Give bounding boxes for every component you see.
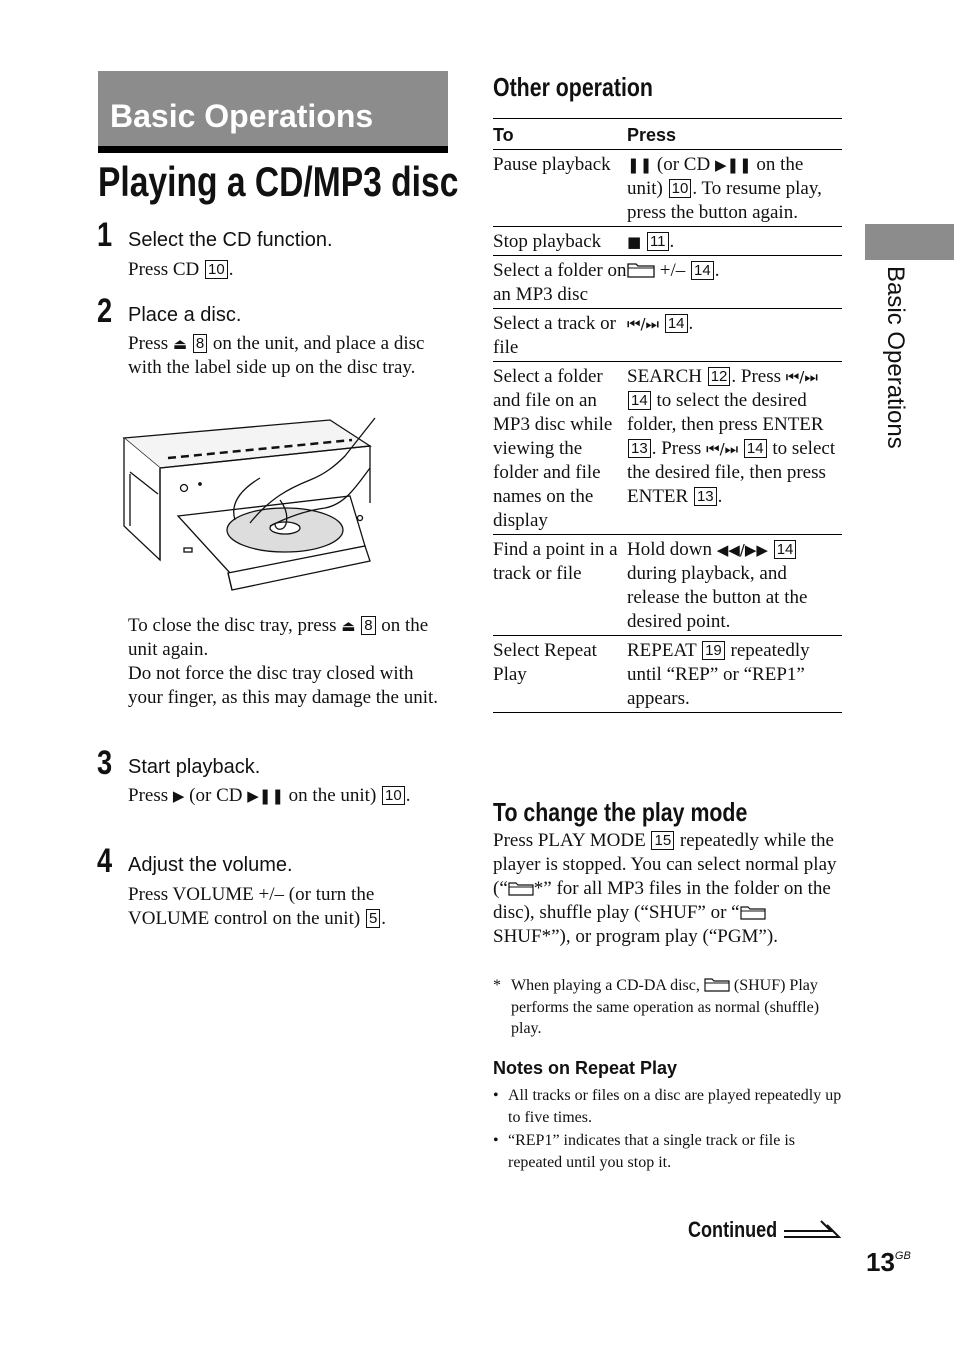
table-row xyxy=(493,362,842,535)
page-number: $13^{GB}$ xyxy=(866,1247,911,1277)
cell-to: Select a folder on an MP3 disc xyxy=(493,256,627,309)
key-label: 8 xyxy=(193,334,207,353)
key-label: 14 xyxy=(691,261,714,280)
key-label: 8 xyxy=(361,616,375,635)
play-pause-icon: ▶❚❚ xyxy=(714,156,752,174)
key-label: 15 xyxy=(651,831,674,850)
cell-to: Select a folder and file on an MP3 disc while viewing the folder and file names on the display xyxy=(493,362,627,535)
cell-to: Select a track or file xyxy=(493,309,627,362)
repeat-notes-list xyxy=(493,1085,843,1175)
side-tab-label: Basic Operations xyxy=(882,266,909,449)
table-header-row xyxy=(493,119,842,150)
cell-press: SEARCH 12 . Press ⏮/⏭ 14 to select the desired folder, then press ENTER 13 . Press ⏮/⏭ 14 to select the desired file, then press ENTER 13 . xyxy=(627,362,842,535)
play-pause-icon: ▶❚❚ xyxy=(247,787,284,805)
cell-press: ⏮/⏭ 14 . xyxy=(627,309,842,362)
list-item: • “REP1” indicates that a single track or file is repeated until you stop it. xyxy=(493,1132,796,1171)
rewind-forward-icon: ◀◀/▶▶ xyxy=(716,541,768,559)
key-label: 10 xyxy=(382,786,405,805)
cell-to: Pause playback xyxy=(493,150,627,227)
other-operation-heading: Other operation xyxy=(493,72,653,102)
key-label: 19 xyxy=(702,641,725,660)
key-label: 14 xyxy=(628,391,651,410)
prev-next-icon: ⏮/⏭ xyxy=(706,440,739,458)
play-mode-heading: To change the play mode xyxy=(493,797,748,827)
key-label: 11 xyxy=(647,232,669,251)
table-row xyxy=(493,636,842,713)
table-row xyxy=(493,535,842,636)
stop-icon: ■ xyxy=(627,233,642,251)
cell-press: ■ 11 . xyxy=(627,227,842,256)
section-title: Basic Operations xyxy=(110,98,374,134)
folder-icon xyxy=(704,976,730,992)
folder-icon xyxy=(627,261,655,278)
bullet-icon: • xyxy=(493,1132,499,1149)
pause-icon: ❚❚ xyxy=(627,156,653,174)
key-label: 14 xyxy=(774,540,797,559)
continued-arrow-icon xyxy=(783,1219,841,1241)
section-banner-rule xyxy=(98,146,448,153)
cell-press: ❚❚ (or CD ▶❚❚ on the unit) 10 . To resume play, press the button again. xyxy=(627,150,842,227)
list-item: • All tracks or files on a disc are played repeatedly up to five times. xyxy=(493,1087,842,1126)
key-label: 5 xyxy=(366,909,380,928)
key-label: 14 xyxy=(665,314,688,333)
cell-to: Select Repeat Play xyxy=(493,636,627,713)
cell-to: Stop playback xyxy=(493,227,627,256)
key-label: 13 xyxy=(628,439,651,458)
cell-press: +/– 14 . xyxy=(627,256,842,309)
bullet-icon: • xyxy=(493,1087,499,1104)
step-1-title: Select the CD function. xyxy=(128,229,333,251)
folder-icon xyxy=(740,904,766,920)
table-row xyxy=(493,309,842,362)
column-header-press: Press xyxy=(627,119,842,150)
eject-icon: ⏏ xyxy=(172,335,188,353)
table-row xyxy=(493,227,842,256)
cell-press: REPEAT 19 repeatedly until “REP” or “REP1” appears. xyxy=(627,636,842,713)
step-4-title: Adjust the volume. xyxy=(128,854,293,876)
prev-next-icon: ⏮/⏭ xyxy=(785,368,818,386)
play-mode-footnote: * When playing a CD-DA disc, (SHUF) Play performs the same operation as normal (shuffle) play. xyxy=(493,977,820,1037)
key-label: 13 xyxy=(694,487,717,506)
step-2-warning: Do not force the disc tray closed with your finger, as this may damage the unit. xyxy=(128,663,439,708)
step-4-number: 4 xyxy=(97,842,113,880)
step-3-body: Press ▶ (or CD ▶❚❚ on the unit) 10 . xyxy=(128,785,411,806)
step-2-number: 2 xyxy=(97,292,113,330)
step-3-number: 3 xyxy=(97,744,113,782)
repeat-notes-heading: Notes on Repeat Play xyxy=(493,1058,678,1078)
step-2-close-instructions: To close the disc tray, press ⏏ 8 on the unit again. Do not force the disc tray closed with your finger, as this may damage the unit. xyxy=(128,614,448,710)
key-label: 10 xyxy=(669,179,692,198)
cell-press: Hold down ◀◀/▶▶ 14 during playback, and release the button at the desired point. xyxy=(627,535,842,636)
key-label: 14 xyxy=(744,439,767,458)
step-2-body: Press ⏏ 8 on the unit, and place a disc with the label side up on the disc tray. xyxy=(128,333,425,378)
side-tab xyxy=(865,224,954,260)
play-icon: ▶ xyxy=(172,787,185,805)
disc-tray-illustration xyxy=(120,408,382,600)
prev-next-icon: ⏮/⏭ xyxy=(627,315,660,333)
step-3-title: Start playback. xyxy=(128,756,261,778)
step-4-body: Press VOLUME +/– (or turn the VOLUME control on the unit) 5 . xyxy=(128,884,387,929)
play-mode-body: Press PLAY MODE 15 repeatedly while the player is stopped. You can select normal play (“ *” for all MP3 files in the folder on the disc), shuffle play (“SHUF” or “ SHUF*”), or program play (“PGM”). xyxy=(493,830,837,947)
column-header-to: To xyxy=(493,119,627,150)
operations-table xyxy=(493,118,842,713)
table-row xyxy=(493,150,842,227)
cell-to: Find a point in a track or file xyxy=(493,535,627,636)
table-row xyxy=(493,256,842,309)
page-title: Playing a CD/MP3 disc xyxy=(98,158,459,205)
continued-label: Continued xyxy=(688,1217,778,1242)
eject-icon: ⏏ xyxy=(341,617,356,635)
folder-icon xyxy=(508,880,534,896)
step-2-title: Place a disc. xyxy=(128,304,242,326)
step-1-number: 1 xyxy=(97,216,113,254)
step-1-body: Press CD 10 . xyxy=(128,259,234,280)
key-label: 10 xyxy=(205,260,228,279)
key-label: 12 xyxy=(708,367,731,386)
